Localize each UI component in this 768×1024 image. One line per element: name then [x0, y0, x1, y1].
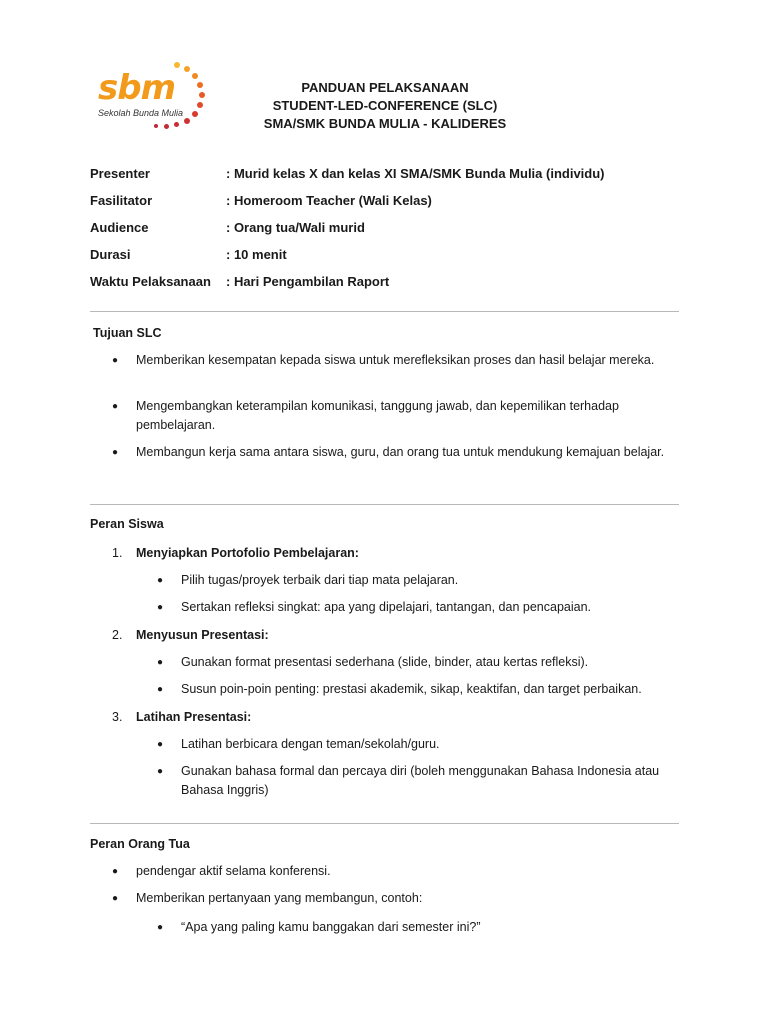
- numbered-step: [112, 626, 269, 645]
- list-item-text: Memberikan kesempatan kepada siswa untuk merefleksikan proses dan hasil belajar mereka.: [136, 353, 655, 367]
- logo-dot: [197, 102, 203, 108]
- step-title: Menyiapkan Portofolio Pembelajaran:: [136, 546, 359, 560]
- bullet-icon: ●: [157, 657, 164, 668]
- section-title-peran-ortu: Peran Orang Tua: [90, 837, 190, 851]
- info-row-presenter: [90, 160, 690, 187]
- list-item-text: Memberikan pertanyaan yang membangun, contoh:: [136, 891, 423, 905]
- list-item: [112, 889, 666, 908]
- bullet-icon: ●: [112, 866, 119, 877]
- info-value: : Homeroom Teacher (Wali Kelas): [226, 193, 432, 208]
- step-title: Latihan Presentasi:: [136, 710, 252, 724]
- logo-brand: sbm: [98, 68, 176, 108]
- info-value: : Hari Pengambilan Raport: [226, 274, 390, 289]
- info-row-waktu: [90, 268, 690, 295]
- info-row-durasi: [90, 241, 690, 268]
- step-title: Menyusun Presentasi:: [136, 628, 269, 642]
- logo-dot: [164, 124, 169, 129]
- logo-dot: [174, 122, 179, 127]
- step-number: 3.: [112, 710, 123, 724]
- numbered-step: [112, 544, 359, 563]
- list-item-text: Gunakan format presentasi sederhana (slide, binder, atau kertas refleksi).: [181, 655, 589, 669]
- info-value: : Murid kelas X dan kelas XI SMA/SMK Bunda Mulia (individu): [226, 166, 605, 181]
- section-title-peran-siswa: Peran Siswa: [90, 517, 164, 531]
- bullet-icon: ●: [112, 355, 119, 366]
- section-divider: [90, 311, 679, 312]
- step-number: 1.: [112, 546, 123, 560]
- list-item-text: Susun poin-poin penting: prestasi akademik, sikap, keaktifan, dan target perbaikan.: [181, 682, 642, 696]
- list-item: [112, 443, 676, 462]
- list-item: [157, 653, 681, 672]
- list-item-text: Mengembangkan keterampilan komunikasi, tanggung jawab, dan kepemilikan terhadap pembelajaran.: [136, 399, 619, 432]
- title-line-2: STUDENT-LED-CONFERENCE (SLC): [272, 98, 498, 113]
- info-label: Waktu Pelaksanaan: [90, 274, 211, 289]
- list-item-text: Gunakan bahasa formal dan percaya diri (boleh menggunakan Bahasa Indonesia atau Bahasa Inggris): [181, 764, 660, 797]
- logo-dot: [197, 82, 203, 88]
- bullet-icon: ●: [112, 893, 119, 904]
- bullet-icon: ●: [112, 447, 119, 458]
- logo-dot: [184, 66, 190, 72]
- info-label: Durasi: [90, 247, 131, 262]
- bullet-icon: ●: [157, 575, 164, 586]
- logo-dot: [154, 124, 158, 128]
- info-row-audience: [90, 214, 690, 241]
- info-value: : Orang tua/Wali murid: [226, 220, 365, 235]
- list-item: [157, 571, 681, 590]
- step-number: 2.: [112, 628, 123, 642]
- list-item: [157, 762, 676, 800]
- list-item: [157, 680, 701, 699]
- document-title: [240, 79, 530, 133]
- list-item: [112, 862, 666, 881]
- logo-subtitle: Sekolah Bunda Mulia: [98, 108, 184, 118]
- list-item: [157, 918, 681, 937]
- list-item: [112, 397, 676, 435]
- info-table: [90, 160, 690, 295]
- logo-dot: [174, 62, 180, 68]
- bullet-icon: ●: [157, 922, 164, 933]
- info-row-fasilitator: [90, 187, 690, 214]
- info-label: Fasilitator: [90, 193, 153, 208]
- list-item-text: Sertakan refleksi singkat: apa yang dipelajari, tantangan, dan pencapaian.: [181, 600, 592, 614]
- bullet-icon: ●: [157, 684, 164, 695]
- bullet-icon: ●: [112, 401, 119, 412]
- info-label: Presenter: [90, 166, 150, 181]
- section-title-tujuan: Tujuan SLC: [93, 326, 162, 340]
- info-value: : 10 menit: [226, 247, 287, 262]
- bullet-icon: ●: [157, 766, 164, 777]
- list-item: [112, 351, 666, 370]
- logo-dot: [192, 111, 198, 117]
- logo-dot: [192, 73, 198, 79]
- list-item-text: pendengar aktif selama konferensi.: [136, 864, 331, 878]
- bullet-icon: ●: [157, 739, 164, 750]
- list-item-text: Latihan berbicara dengan teman/sekolah/guru.: [181, 737, 440, 751]
- school-logo: [92, 58, 212, 138]
- list-item-text: Pilih tugas/proyek terbaik dari tiap mata pelajaran.: [181, 573, 459, 587]
- list-item-text: Membangun kerja sama antara siswa, guru, dan orang tua untuk mendukung kemajuan belajar.: [136, 445, 665, 459]
- bullet-icon: ●: [157, 602, 164, 613]
- title-line-1: PANDUAN PELAKSANAAN: [301, 80, 469, 95]
- logo-dot: [184, 118, 190, 124]
- info-label: Audience: [90, 220, 149, 235]
- list-item: [157, 598, 681, 617]
- list-item: [157, 735, 681, 754]
- title-line-3: SMA/SMK BUNDA MULIA - KALIDERES: [263, 116, 507, 131]
- logo-dot: [199, 92, 205, 98]
- section-divider: [90, 823, 679, 824]
- list-item-text: “Apa yang paling kamu banggakan dari semester ini?”: [181, 920, 481, 934]
- section-divider: [90, 504, 679, 505]
- numbered-step: [112, 708, 252, 727]
